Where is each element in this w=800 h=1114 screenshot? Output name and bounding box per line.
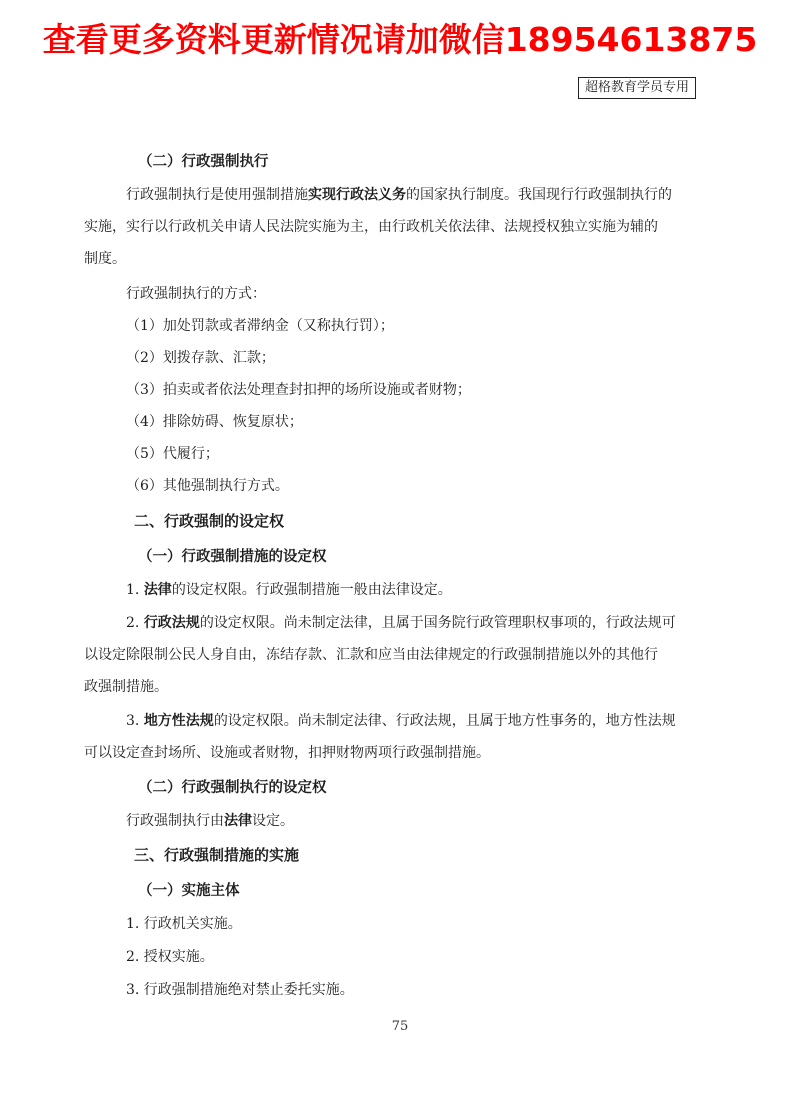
paragraph-line: 政强制措施。	[84, 679, 168, 695]
text-span: 2.	[126, 615, 144, 631]
text-span: 行政强制执行由	[126, 813, 224, 829]
paragraph-line: 以设定除限制公民人身自由，冻结存款、汇款和应当由法律规定的行政强制措施以外的其他行	[84, 647, 658, 663]
paragraph-line: 制度。	[84, 251, 126, 267]
paragraph-line	[126, 184, 672, 204]
bold-term: 法律	[143, 582, 172, 598]
text-span: 的设定权限。尚未制定法律、行政法规，且属于地方性事务的，地方性法规	[213, 713, 676, 729]
paragraph-line	[126, 579, 452, 599]
text-span: 行政强制执行是使用强制措施	[126, 187, 308, 203]
heading-execution: （二）行政强制执行	[138, 153, 269, 170]
text-span: 3.	[126, 713, 144, 729]
bold-term: 地方性法规	[143, 713, 214, 729]
text-span: 的设定权限。行政强制措施一般由法律设定。	[171, 582, 452, 598]
paragraph-line: 实施，实行以行政机关申请人民法院实施为主，由行政机关依法律、法规授权独立实施为辅的	[84, 219, 658, 235]
text-span: 的设定权限。尚未制定法律，且属于国务院行政管理职权事项的，行政法规可	[199, 615, 676, 631]
heading-section-3: 三、行政强制措施的实施	[134, 846, 300, 864]
list-item: 2. 授权实施。	[126, 949, 214, 965]
list-item: （4）排除妨碍、恢复原状；	[126, 414, 303, 430]
bold-term: 法律	[224, 813, 252, 829]
heading-measure-setting: （一）行政强制措施的设定权	[138, 548, 327, 565]
list-item: 1. 行政机关实施。	[126, 916, 242, 932]
list-item: （2）划拨存款、汇款；	[126, 350, 275, 366]
paragraph-line: 行政强制执行的方式：	[126, 286, 266, 302]
list-item: 3. 行政强制措施绝对禁止委托实施。	[126, 982, 354, 998]
paragraph-line: 可以设定查封场所、设施或者财物，扣押财物两项行政强制措施。	[84, 745, 490, 761]
list-item: （5）代履行；	[126, 446, 219, 462]
watermark-banner: 查看更多资料更新情况请加微信18954613875	[42, 20, 758, 59]
student-badge: 超格教育学员专用	[578, 77, 696, 99]
text-span: 1.	[126, 582, 144, 598]
list-item: （1）加处罚款或者滞纳金（又称执行罚）；	[126, 318, 394, 334]
paragraph-line	[126, 810, 294, 830]
list-item: （6）其他强制执行方式。	[126, 478, 289, 494]
heading-subject: （一）实施主体	[138, 882, 240, 899]
paragraph-line	[126, 612, 676, 632]
bold-term: 行政法规	[143, 615, 200, 631]
heading-execution-setting: （二）行政强制执行的设定权	[138, 779, 327, 796]
bold-term: 实现行政法义务	[308, 187, 406, 203]
text-span: 的国家执行制度。我国现行行政强制执行的	[406, 187, 672, 203]
paragraph-line	[126, 710, 676, 730]
list-item: （3）拍卖或者依法处理查封扣押的场所设施或者财物；	[126, 382, 471, 398]
text-span: 设定。	[252, 813, 294, 829]
page-number: 75	[391, 1019, 409, 1034]
heading-section-2: 二、行政强制的设定权	[134, 512, 285, 530]
